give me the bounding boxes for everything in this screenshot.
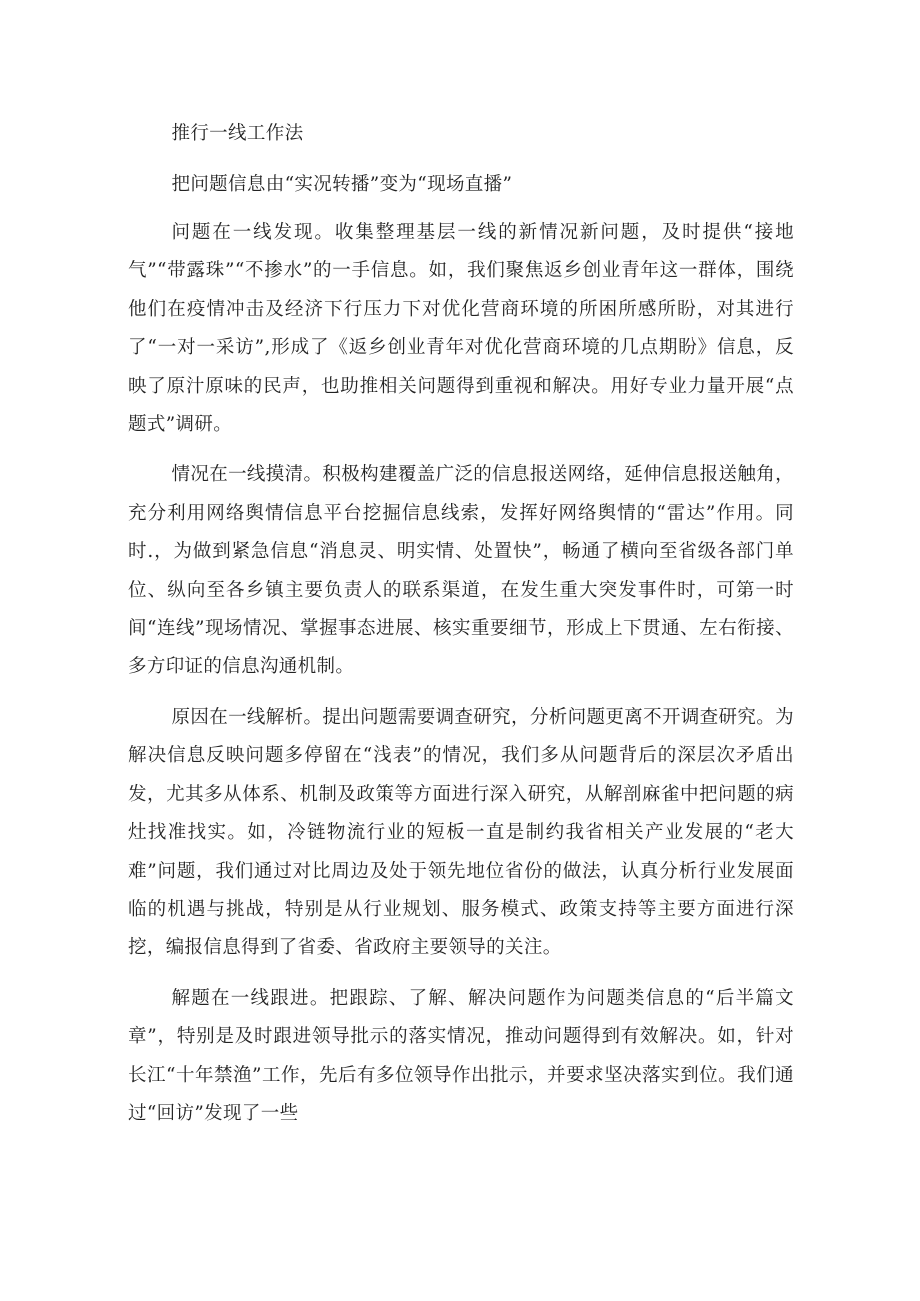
document-body: [128, 116, 794, 1133]
paragraph-cause-analysis: 原因在一线解析。提出问题需要调查研究，分析问题更离不开调查研究。为解决信息反映问题多停留在“浅表”的情况，我们多从问题背后的深层次矛盾出发，尤其多从体系、机制及政策等方面进行深入研究，从解剖麻雀中把问题的病灶找准找实。如，冷链物流行业的短板一直是制约我省相关产业发展的“老大难”问题，我们通过对比周边及处于领先地位省份的做法，认真分析行业发展面临的机遇与挑战，特别是从行业规划、服务模式、政策支持等主要方面进行深挖，编报信息得到了省委、省政府主要领导的关注。: [128, 706, 794, 959]
paragraph-follow-up: 解题在一线跟进。把跟踪、了解、解决问题作为问题类信息的“后半篇文章”，特别是及时跟进领导批示的落实情况，推动问题得到有效解决。如，针对长江“十年禁渔”工作，先后有多位领导作出批示，并要求坚决落实到位。我们通过“回访”发现了一些: [128, 987, 794, 1124]
section-heading: 推行一线工作法: [171, 123, 304, 144]
paragraph-problem-discovery: 问题在一线发现。收集整理基层一线的新情况新问题，及时提供“接地气”“带露珠”“不掺水”的一手信息。如，我们聚焦返乡创业青年这一群体，围绕他们在疫情冲击及经济下行压力下对优化营商环境的所困所感所盼，对其进行了“一对一采访”,形成了《返乡创业青年对优化营商环境的几点期盼》信息，反映了原汁原味的民声，也助推相关问题得到重视和解决。用好专业力量开展“点题式”调研。: [128, 222, 794, 436]
section-subheading: 把问题信息由“实况转播”变为“现场直播”: [171, 174, 513, 195]
paragraph-situation-clarified: 情况在一线摸清。积极构建覆盖广泛的信息报送网络，延伸信息报送触角，充分利用网络舆情信息平台挖掘信息线索，发挥好网络舆情的“雷达”作用。同时.，为做到紧急信息“消息灵、明实情、处置快”，畅通了横向至省级各部门单位、纵向至各乡镇主要负责人的联系渠道，在发生重大突发事件时，可第一时间“连线”现场情况、掌握事态进展、核实重要细节，形成上下贯通、左右衔接、多方印证的信息沟通机制。: [128, 464, 794, 678]
